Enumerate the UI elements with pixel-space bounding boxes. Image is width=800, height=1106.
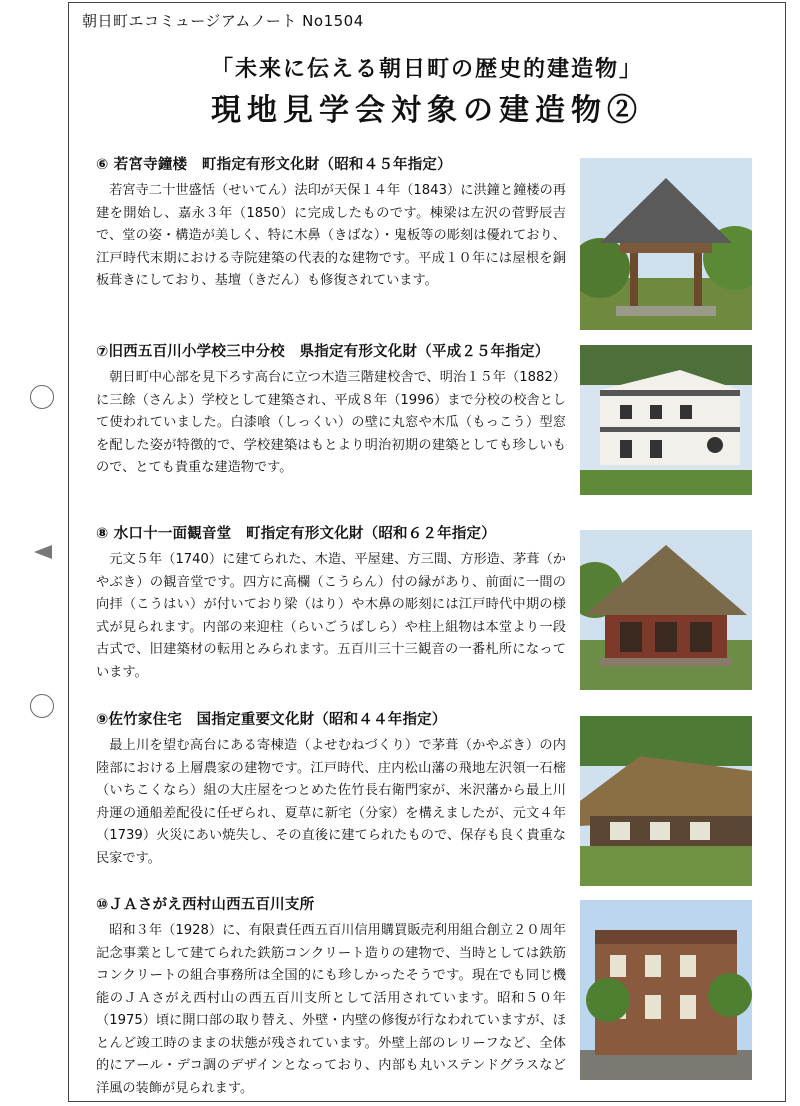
section-heading: ⑥ 若宮寺鐘楼 町指定有形文化財（昭和４５年指定）: [96, 157, 452, 173]
section-satake-house: [96, 708, 566, 870]
section-wakamiyaji-bell-tower: [96, 153, 566, 293]
section-kannon-hall: [96, 522, 566, 684]
section-heading: ⑧ 水口十一面観音堂 町指定有形文化財（昭和６２年指定）: [96, 526, 496, 542]
section-body: 朝日町中心部を見下ろす高台に立つ木造三階建校舎で、明治１５年（1882）に三餘（さんよ）学校として建築され、平成８年（1996）まで分校の校舎として使われていました。白漆喰（しっくい）の壁に丸窓や木瓜（もっこう）型窓を配した姿が特徴的で、学校建築はもとより明治初期の建築としても珍しいもので、とても貴重な建造物です。: [96, 370, 566, 475]
section-body: 元文５年（1740）に建てられた、木造、平屋建、方三間、方形造、茅葺（かやぶき）の観音堂です。四方に高欄（こうらん）付の縁があり、前面に一間の向拝（こうはい）が付いており梁（はり）や木鼻の彫刻には江戸時代中期の様式が見られます。内部の来迎柱（らいごうばしら）や柱上組物は本堂より一段古式で、旧建築材の転用とみられます。五百川三十三観音の一番札所になっています。: [96, 552, 566, 680]
punch-hole-top: [30, 385, 54, 409]
section-heading: ⑨佐竹家住宅 国指定重要文化財（昭和４４年指定）: [96, 712, 447, 728]
section-former-school: [96, 340, 566, 480]
page-title-line2: 現地見学会対象の建造物②: [211, 93, 643, 128]
bell-tower-photo: [580, 158, 752, 330]
series-label: 朝日町エコミュージアムノート No1504: [82, 12, 364, 30]
ja-branch-photo: [580, 900, 752, 1080]
section-body: 若宮寺二十世盛恬（せいてん）法印が天保１４年（1843）に洪鐘と鐘楼の再建を開始し、嘉永３年（1850）に完成したものです。棟梁は左沢の菅野辰吉で、堂の姿・構造が美しく、特に木鼻（きばな）・鬼板等の彫刻は優れており、江戸時代末期における寺院建築の代表的な建物です。平成１０年には屋根を銅板葺きにしており、基壇（きだん）も修復されています。: [96, 183, 566, 288]
section-body: 最上川を望む高台にある寄棟造（よせむねづくり）で茅葺（かやぶき）の内陸部における上層農家の建物です。江戸時代、庄内松山藩の飛地左沢領一石樒（いちこくなら）組の大庄屋をつとめた佐竹長右衛門家が、米沢藩から最上川舟運の通船差配役に任ぜられ、夏草に新宅（分家）を構えましたが、元文４年（1739）火災にあい焼失し、その直後に建てられたもので、保存も良く貴重な民家です。: [96, 738, 566, 866]
kannon-hall-photo: [580, 530, 752, 690]
section-heading: ⑦旧西五百川小学校三中分校 県指定有形文化財（平成２５年指定）: [96, 344, 550, 360]
page-title-line1: 「未来に伝える朝日町の歴史的建造物」: [210, 56, 643, 82]
school-building-photo: [580, 345, 752, 495]
center-mark-arrow-icon: [34, 545, 52, 559]
section-body: 昭和３年（1928）に、有限責任西五百川信用購買販売利用組合創立２０周年記念事業として建てられた鉄筋コンクリート造りの建物で、当時としては鉄筋コンクリートの組合事務所は全国的にも珍しかったそうです。現在でも同じ機能のＪＡさがえ西村山の西五百川支所として活用されています。昭和５０年（1975）頃に開口部の取り替え、外壁・内壁の修復が行なわれていますが、ほとんど竣工時のままの状態が残されています。外壁上部のレリーフなど、全体的にアール・デコ調のデザインとなっており、内部も丸いステンドグラスなど洋風の装飾が見られます。: [96, 923, 566, 1096]
section-ja-branch: [96, 893, 566, 1100]
farmhouse-photo: [580, 716, 752, 886]
punch-hole-bottom: [30, 694, 54, 718]
section-heading: ⑩ＪＡさがえ西村山西五百川支所: [96, 897, 315, 913]
